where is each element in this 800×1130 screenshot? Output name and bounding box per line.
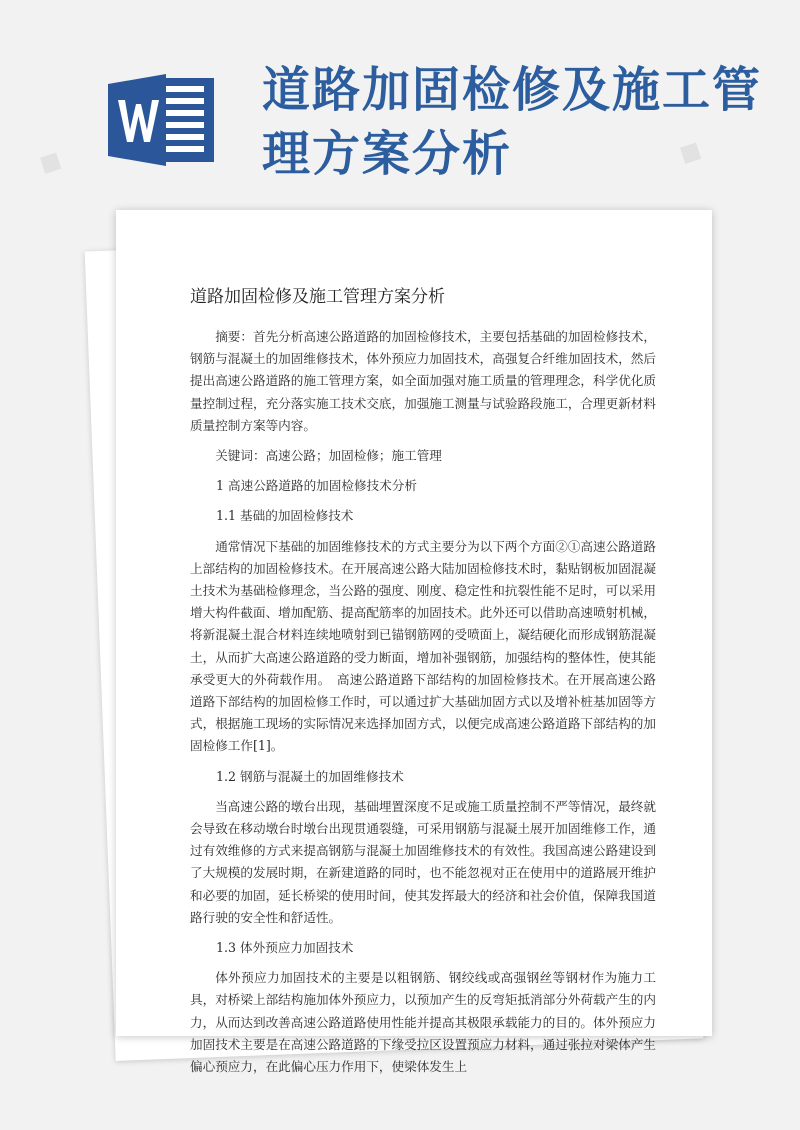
abstract: 摘要：首先分析高速公路道路的加固检修技术，主要包括基础的加固检修技术，钢筋与混凝土的加固维修技术，体外预应力加固技术，高强复合纤维加固技术，然后提出高速公路道路的施工管理方案，如全面加强对施工质量的管理理念，科学优化质量控制过程，充分落实施工技术交底，加强施工测量与试验路段施工，合理更新材料质量控制方案等内容。: [190, 329, 656, 433]
document-page: [116, 210, 712, 1075]
paragraph-2: 当高速公路的墩台出现，基础埋置深度不足或施工质量控制不严等情况，最终就会导致在移动墩台时墩台出现贯通裂缝，可采用钢筋与混凝土展开加固维修工作，通过有效维修的方式来提高钢筋与混凝土加固维修技术的有效性。我国高速公路建设到了大规模的发展时期，在新建道路的同时，也不能忽视对正在使用中的道路展开维护和必要的加固，延长桥梁的使用时间，使其发挥最大的经济和社会价值，保障我国道路行驶的安全性和舒适性。: [190, 798, 656, 925]
keywords: 关键词：高速公路；加固检修；施工管理: [215, 448, 442, 464]
paragraph-1: 通常情况下基础的加固维修技术的方式主要分为以下两个方面②①高速公路道路上部结构的加固检修技术。在开展高速公路大陆加固检修技术时，黏贴钢板加固混凝土技术为基础检修理念，当公路的强度、刚度、稳定性和抗裂性能不足时，可以采用增大构件截面、增加配筋、提高配筋率的加固技术。此外还可以借助高速喷射机械，将新混凝土混合材料连续地喷射到已锚钢筋网的受喷面上，凝结硬化而形成钢筋混凝土，从而扩大高速公路道路的受力断面，增加补强钢筋，加强结构的整体性，使其能承受更大的外荷载作用。 高速公路道路下部结构的加固检修技术。在开展高速公路道路下部结构的加固检修工作时，可以通过扩大基础加固方式以及增补桩基加固等方式，根据施工现场的实际情况来选择加固方式，以便完成高速公路道路下部结构的加固检修工作[1]。: [190, 538, 656, 754]
section-heading-1-2: 1.2 钢筋与混凝土的加固维修技术: [216, 768, 404, 784]
section-heading-1-3: 1.3 体外预应力加固技术: [216, 940, 354, 956]
watermark: ■: [676, 137, 705, 168]
paragraph-3: 体外预应力加固技术的主要是以粗钢筋、钢绞线或高强钢丝等钢材作为施力工具，对桥梁上部结构施加体外预应力，以预加产生的反弯矩抵消部分外荷载产生的内力，从而达到改善高速公路道路使用性能并提高其极限承载能力的目的。体外预应力加固技术主要是在高速公路道路的下缘受拉区设置预应力材料，通过张拉对梁体产生偏心预应力，在此偏心压力作用下，使梁体发生上: [190, 970, 656, 1075]
word-document-icon: [108, 74, 218, 166]
header-title: 道路加固检修及施工管理方案分析: [262, 62, 763, 182]
watermark: ■: [36, 147, 65, 178]
section-heading-1-1: 1.1 基础的加固检修技术: [216, 508, 354, 524]
document-title: 道路加固检修及施工管理方案分析: [190, 287, 445, 307]
document-body: [190, 326, 656, 1086]
section-heading-1: 1 高速公路道路的加固检修技术分析: [216, 478, 417, 494]
